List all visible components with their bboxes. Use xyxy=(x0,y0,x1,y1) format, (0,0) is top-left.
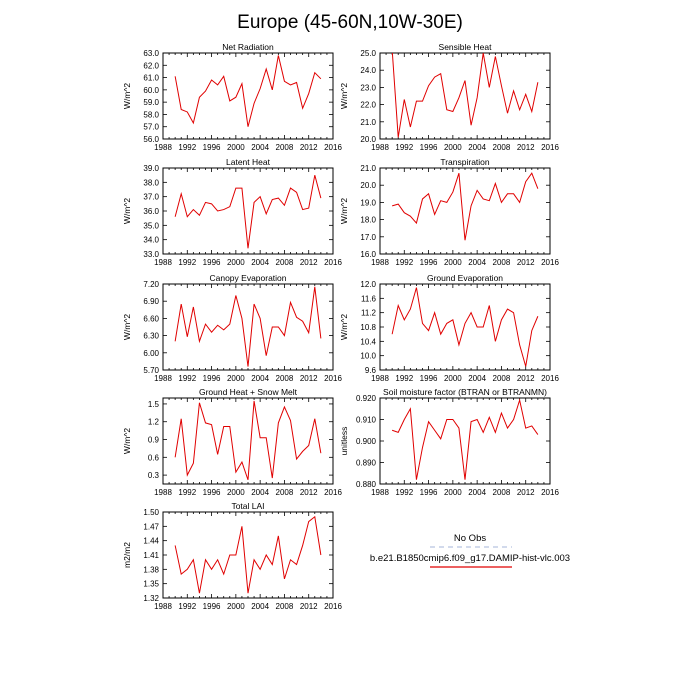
x-tick-label: 2012 xyxy=(516,488,535,497)
y-tick-label: 1.41 xyxy=(143,551,159,560)
x-tick-label: 2004 xyxy=(251,258,270,267)
y-tick-label: 6.60 xyxy=(143,314,159,324)
y-tick-label: 6.30 xyxy=(143,331,159,341)
y-tick-label: 19.0 xyxy=(360,198,376,208)
panel-title: Net Radiation xyxy=(222,42,274,52)
plot-frame xyxy=(163,284,333,370)
x-tick-label: 1996 xyxy=(419,374,438,383)
y-tick-label: 36.0 xyxy=(143,207,159,216)
x-tick-label: 2016 xyxy=(324,488,342,497)
chart-panel-soil-moisture-factor-btran-or-btranmn xyxy=(339,387,559,497)
x-tick-label: 1988 xyxy=(154,488,172,497)
x-tick-label: 2000 xyxy=(443,488,462,497)
x-tick-label: 2016 xyxy=(541,488,559,497)
y-tick-label: 38.0 xyxy=(143,178,159,188)
y-tick-label: 23.0 xyxy=(360,83,376,93)
y-tick-label: 1.38 xyxy=(143,565,159,575)
chart-panel-net-radiation xyxy=(122,42,342,152)
y-tick-label: 12.0 xyxy=(360,280,376,289)
y-tick-label: 20.0 xyxy=(360,181,376,191)
y-axis-label: W/m^2 xyxy=(339,313,349,341)
y-axis-label: W/m^2 xyxy=(339,82,349,110)
y-tick-label: 20.0 xyxy=(360,135,376,144)
y-tick-label: 39.0 xyxy=(143,164,159,173)
y-tick-label: 58.0 xyxy=(143,110,159,120)
y-tick-label: 10.0 xyxy=(360,351,376,361)
x-tick-label: 1992 xyxy=(178,258,197,267)
x-tick-label: 1996 xyxy=(419,488,438,497)
x-tick-label: 2000 xyxy=(226,258,245,267)
x-tick-label: 1988 xyxy=(154,374,172,383)
x-tick-label: 1996 xyxy=(202,488,221,497)
x-tick-label: 2016 xyxy=(324,258,342,267)
x-tick-label: 2008 xyxy=(492,258,511,267)
x-tick-label: 1992 xyxy=(395,488,414,497)
chart-panel-latent-heat xyxy=(122,157,342,267)
y-tick-label: 0.910 xyxy=(355,415,376,425)
y-tick-label: 24.0 xyxy=(360,66,376,76)
x-tick-label: 2004 xyxy=(468,143,487,152)
plot-frame xyxy=(163,168,333,254)
y-tick-label: 34.0 xyxy=(143,235,159,245)
y-tick-label: 9.6 xyxy=(364,366,376,375)
plot-frame xyxy=(380,284,550,370)
x-tick-label: 2008 xyxy=(275,374,294,383)
y-axis-label: W/m^2 xyxy=(122,82,132,110)
x-tick-label: 1988 xyxy=(371,258,389,267)
y-tick-label: 16.0 xyxy=(360,250,376,259)
plot-frame xyxy=(380,398,550,484)
series-line xyxy=(392,288,538,367)
y-tick-label: 57.0 xyxy=(143,122,159,132)
x-tick-label: 1992 xyxy=(395,143,414,152)
y-tick-label: 0.6 xyxy=(147,453,159,463)
panel-title: Total LAI xyxy=(231,501,265,511)
y-tick-label: 7.20 xyxy=(143,280,159,289)
plot-frame xyxy=(380,168,550,254)
y-tick-label: 1.47 xyxy=(143,522,159,532)
y-tick-label: 60.0 xyxy=(143,85,159,95)
x-tick-label: 1992 xyxy=(178,374,197,383)
y-axis-label: W/m^2 xyxy=(339,197,349,225)
chart-panel-total-lai xyxy=(122,501,342,611)
panel-title: Latent Heat xyxy=(226,157,270,167)
series-line xyxy=(175,401,321,480)
legend-obs-label: No Obs xyxy=(453,533,487,544)
y-tick-label: 1.35 xyxy=(143,579,159,589)
x-tick-label: 2016 xyxy=(541,258,559,267)
x-tick-label: 1996 xyxy=(202,258,221,267)
x-tick-label: 2000 xyxy=(443,374,462,383)
y-tick-label: 61.0 xyxy=(143,73,159,83)
x-tick-label: 2008 xyxy=(275,602,294,611)
series-line xyxy=(175,287,321,367)
y-tick-label: 1.2 xyxy=(147,417,159,427)
x-tick-label: 2004 xyxy=(251,488,270,497)
x-tick-label: 1992 xyxy=(395,374,414,383)
panel-title: Transpiration xyxy=(440,157,490,167)
y-tick-label: 0.3 xyxy=(147,471,159,481)
chart-panel-canopy-evaporation xyxy=(122,273,342,383)
legend-model-label: b.e21.B1850cmip6.f09_g17.DAMIP-hist-vlc.003 xyxy=(369,553,571,564)
x-tick-label: 2000 xyxy=(443,258,462,267)
x-tick-label: 1988 xyxy=(154,143,172,152)
y-tick-label: 0.9 xyxy=(147,435,159,445)
y-tick-label: 1.50 xyxy=(143,508,159,517)
chart-panel-ground-evaporation xyxy=(339,273,559,383)
y-tick-label: 1.32 xyxy=(143,594,159,603)
y-tick-label: 35.0 xyxy=(143,221,159,231)
x-tick-label: 2008 xyxy=(492,143,511,152)
x-tick-label: 2008 xyxy=(492,374,511,383)
x-tick-label: 1988 xyxy=(371,488,389,497)
chart-panel-ground-heat-snow-melt xyxy=(122,387,342,497)
x-tick-label: 2004 xyxy=(468,488,487,497)
x-tick-label: 2004 xyxy=(251,374,270,383)
y-tick-label: 10.8 xyxy=(360,323,376,332)
x-tick-label: 1992 xyxy=(178,602,197,611)
panel-title: Soil moisture factor (BTRAN or BTRANMN) xyxy=(383,387,547,397)
x-tick-label: 1988 xyxy=(154,258,172,267)
y-tick-label: 11.6 xyxy=(361,294,376,304)
x-tick-label: 2008 xyxy=(492,488,511,497)
x-tick-label: 2012 xyxy=(299,143,318,152)
x-tick-label: 2012 xyxy=(516,258,535,267)
x-tick-label: 2004 xyxy=(468,374,487,383)
y-tick-label: 59.0 xyxy=(143,98,159,108)
x-tick-label: 2000 xyxy=(226,374,245,383)
x-tick-label: 1996 xyxy=(202,374,221,383)
x-tick-label: 2016 xyxy=(541,374,559,383)
x-tick-label: 2000 xyxy=(226,143,245,152)
y-tick-label: 37.0 xyxy=(143,192,159,202)
x-tick-label: 2004 xyxy=(468,258,487,267)
chart-panels xyxy=(122,42,559,611)
panel-title: Canopy Evaporation xyxy=(209,273,287,283)
x-tick-label: 1996 xyxy=(202,143,221,152)
x-tick-label: 1996 xyxy=(419,143,438,152)
y-tick-label: 1.5 xyxy=(147,399,159,409)
y-tick-label: 25.0 xyxy=(360,49,376,58)
x-tick-label: 2008 xyxy=(275,258,294,267)
y-tick-label: 63.0 xyxy=(143,49,159,58)
y-tick-label: 17.0 xyxy=(360,232,376,242)
x-tick-label: 2012 xyxy=(299,258,318,267)
y-tick-label: 21.0 xyxy=(360,117,376,127)
x-tick-label: 1988 xyxy=(371,374,389,383)
x-tick-label: 2000 xyxy=(226,602,245,611)
x-tick-label: 1988 xyxy=(154,602,172,611)
x-tick-label: 2016 xyxy=(541,143,559,152)
series-line xyxy=(392,173,538,240)
y-tick-label: 0.920 xyxy=(355,394,376,403)
x-tick-label: 1988 xyxy=(371,143,389,152)
y-tick-label: 21.0 xyxy=(360,164,376,173)
series-line xyxy=(175,55,321,126)
y-tick-label: 6.90 xyxy=(143,297,159,307)
x-tick-label: 2016 xyxy=(324,374,342,383)
x-tick-label: 2000 xyxy=(443,143,462,152)
y-tick-label: 1.44 xyxy=(143,536,159,546)
x-tick-label: 1992 xyxy=(178,143,197,152)
panel-title: Ground Heat + Snow Melt xyxy=(198,387,298,397)
page-title: Europe (45-60N,10W-30E) xyxy=(237,12,463,33)
y-tick-label: 5.70 xyxy=(143,366,159,375)
y-tick-label: 62.0 xyxy=(143,61,159,71)
x-tick-label: 1992 xyxy=(178,488,197,497)
x-tick-label: 1996 xyxy=(202,602,221,611)
x-tick-label: 2016 xyxy=(324,602,342,611)
x-tick-label: 2016 xyxy=(324,143,342,152)
panel-title: Ground Evaporation xyxy=(426,273,504,283)
y-axis-label: W/m^2 xyxy=(122,197,132,225)
y-tick-label: 33.0 xyxy=(143,250,159,259)
y-tick-label: 0.900 xyxy=(355,437,376,446)
x-tick-label: 2012 xyxy=(299,488,318,497)
y-axis-label: unitless xyxy=(339,426,349,456)
y-axis-label: m2/m2 xyxy=(122,542,132,568)
x-tick-label: 2004 xyxy=(251,602,270,611)
series-line xyxy=(175,175,321,248)
x-tick-label: 1992 xyxy=(395,258,414,267)
y-tick-label: 0.890 xyxy=(355,458,376,468)
x-tick-label: 2012 xyxy=(516,143,535,152)
x-tick-label: 1996 xyxy=(419,258,438,267)
legend xyxy=(370,533,570,567)
chart-panel-transpiration xyxy=(339,157,559,267)
y-tick-label: 10.4 xyxy=(360,337,376,347)
series-line xyxy=(175,517,321,593)
x-tick-label: 2004 xyxy=(251,143,270,152)
x-tick-label: 2000 xyxy=(226,488,245,497)
chart-panel-sensible-heat xyxy=(339,42,559,152)
panel-title: Sensible Heat xyxy=(438,42,492,52)
y-tick-label: 6.00 xyxy=(143,348,159,358)
y-tick-label: 18.0 xyxy=(360,215,376,225)
y-axis-label: W/m^2 xyxy=(122,313,132,341)
y-tick-label: 56.0 xyxy=(143,135,159,144)
y-tick-label: 0.880 xyxy=(355,480,376,489)
y-axis-label: W/m^2 xyxy=(122,427,132,455)
y-tick-label: 11.2 xyxy=(361,308,376,318)
x-tick-label: 2008 xyxy=(275,143,294,152)
plot-frame xyxy=(163,398,333,484)
series-line xyxy=(392,50,538,138)
x-tick-label: 2008 xyxy=(275,488,294,497)
x-tick-label: 2012 xyxy=(516,374,535,383)
x-tick-label: 2012 xyxy=(299,374,318,383)
x-tick-label: 2012 xyxy=(299,602,318,611)
series-line xyxy=(392,400,538,480)
y-tick-label: 22.0 xyxy=(360,100,376,110)
